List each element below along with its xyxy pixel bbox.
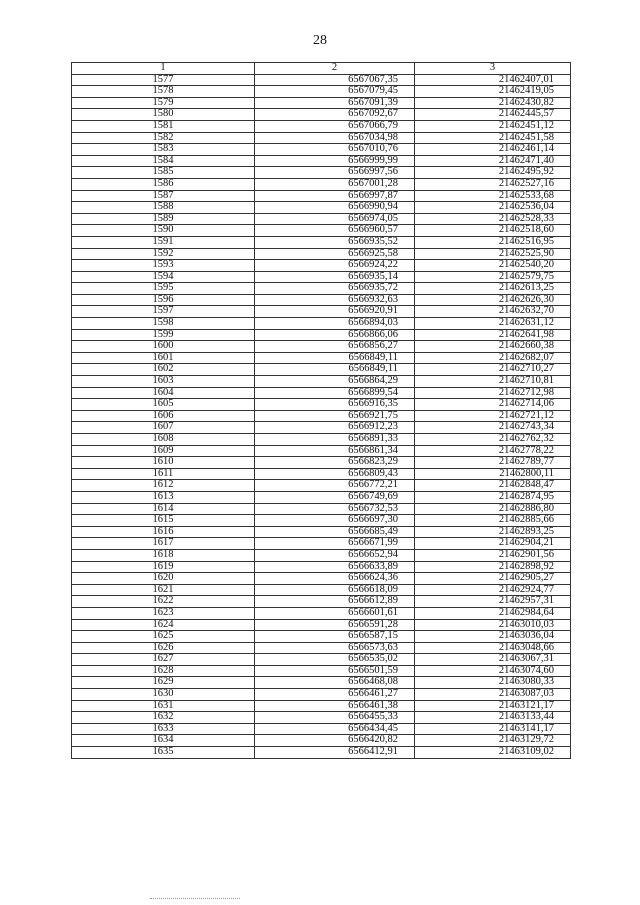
- point-number-cell: 1631: [72, 700, 255, 712]
- x-coordinate-cell: 6566974,05: [255, 213, 415, 225]
- table-row: [72, 445, 571, 457]
- y-coordinate-cell: 21462579,75: [415, 271, 571, 283]
- table-header-row: [72, 63, 571, 75]
- x-coordinate-cell: 6567091,39: [255, 97, 415, 109]
- y-coordinate-cell: 21462495,92: [415, 167, 571, 179]
- x-coordinate-cell: 6567010,76: [255, 144, 415, 156]
- x-coordinate-cell: 6566618,09: [255, 584, 415, 596]
- y-coordinate-cell: 21462430,82: [415, 97, 571, 109]
- y-coordinate-cell: 21462516,95: [415, 236, 571, 248]
- table-row: [72, 677, 571, 689]
- x-coordinate-cell: 6566461,27: [255, 689, 415, 701]
- coordinates-table: [71, 62, 571, 759]
- y-coordinate-cell: 21462904,21: [415, 538, 571, 550]
- x-coordinate-cell: 6566501,59: [255, 665, 415, 677]
- point-number-cell: 1623: [72, 607, 255, 619]
- point-number-cell: 1591: [72, 236, 255, 248]
- y-coordinate-cell: 21462885,66: [415, 515, 571, 527]
- x-coordinate-cell: 6566921,75: [255, 410, 415, 422]
- y-coordinate-cell: 21462527,16: [415, 178, 571, 190]
- table-row: [72, 132, 571, 144]
- point-number-cell: 1611: [72, 468, 255, 480]
- y-coordinate-cell: 21463087,03: [415, 689, 571, 701]
- point-number-cell: 1609: [72, 445, 255, 457]
- table-row: [72, 318, 571, 330]
- point-number-cell: 1606: [72, 410, 255, 422]
- x-coordinate-cell: 6566612,89: [255, 596, 415, 608]
- x-coordinate-cell: 6566849,11: [255, 364, 415, 376]
- point-number-cell: 1624: [72, 619, 255, 631]
- point-number-cell: 1615: [72, 515, 255, 527]
- y-coordinate-cell: 21462898,92: [415, 561, 571, 573]
- table-row: [72, 97, 571, 109]
- y-coordinate-cell: 21463010,03: [415, 619, 571, 631]
- x-coordinate-cell: 6566864,29: [255, 376, 415, 388]
- y-coordinate-cell: 21462518,60: [415, 225, 571, 237]
- table-row: [72, 584, 571, 596]
- x-coordinate-cell: 6566697,30: [255, 515, 415, 527]
- table-row: [72, 607, 571, 619]
- y-coordinate-cell: 21463141,17: [415, 723, 571, 735]
- x-coordinate-cell: 6566997,87: [255, 190, 415, 202]
- y-coordinate-cell: 21463067,31: [415, 654, 571, 666]
- y-coordinate-cell: 21462924,77: [415, 584, 571, 596]
- point-number-cell: 1617: [72, 538, 255, 550]
- table-row: [72, 410, 571, 422]
- table-row: [72, 399, 571, 411]
- point-number-cell: 1589: [72, 213, 255, 225]
- point-number-cell: 1618: [72, 549, 255, 561]
- table-row: [72, 202, 571, 214]
- column-header-x: 2: [255, 63, 415, 75]
- table-row: [72, 503, 571, 515]
- y-coordinate-cell: 21462743,34: [415, 422, 571, 434]
- table-row: [72, 120, 571, 132]
- table-body: [72, 74, 571, 758]
- y-coordinate-cell: 21462874,95: [415, 491, 571, 503]
- point-number-cell: 1626: [72, 642, 255, 654]
- table-row: [72, 260, 571, 272]
- y-coordinate-cell: 21462893,25: [415, 526, 571, 538]
- table-row: [72, 213, 571, 225]
- y-coordinate-cell: 21463036,04: [415, 631, 571, 643]
- point-number-cell: 1594: [72, 271, 255, 283]
- point-number-cell: 1577: [72, 74, 255, 86]
- point-number-cell: 1602: [72, 364, 255, 376]
- x-coordinate-cell: 6566916,35: [255, 399, 415, 411]
- y-coordinate-cell: 21462632,70: [415, 306, 571, 318]
- point-number-cell: 1603: [72, 376, 255, 388]
- table-row: [72, 700, 571, 712]
- column-header-point: 1: [72, 63, 255, 75]
- point-number-cell: 1616: [72, 526, 255, 538]
- point-number-cell: 1621: [72, 584, 255, 596]
- x-coordinate-cell: 6566591,28: [255, 619, 415, 631]
- table-row: [72, 341, 571, 353]
- point-number-cell: 1586: [72, 178, 255, 190]
- point-number-cell: 1583: [72, 144, 255, 156]
- y-coordinate-cell: 21462789,77: [415, 457, 571, 469]
- point-number-cell: 1627: [72, 654, 255, 666]
- table-row: [72, 689, 571, 701]
- point-number-cell: 1622: [72, 596, 255, 608]
- x-coordinate-cell: 6566455,33: [255, 712, 415, 724]
- y-coordinate-cell: 21462714,06: [415, 399, 571, 411]
- point-number-cell: 1596: [72, 294, 255, 306]
- point-number-cell: 1628: [72, 665, 255, 677]
- y-coordinate-cell: 21462626,30: [415, 294, 571, 306]
- y-coordinate-cell: 21462525,90: [415, 248, 571, 260]
- point-number-cell: 1634: [72, 735, 255, 747]
- y-coordinate-cell: 21462540,20: [415, 260, 571, 272]
- point-number-cell: 1610: [72, 457, 255, 469]
- point-number-cell: 1620: [72, 573, 255, 585]
- x-coordinate-cell: 6566468,08: [255, 677, 415, 689]
- x-coordinate-cell: 6567092,67: [255, 109, 415, 121]
- table-row: [72, 364, 571, 376]
- table-row: [72, 561, 571, 573]
- point-number-cell: 1630: [72, 689, 255, 701]
- point-number-cell: 1584: [72, 155, 255, 167]
- x-coordinate-cell: 6566535,02: [255, 654, 415, 666]
- table-row: [72, 190, 571, 202]
- table-row: [72, 457, 571, 469]
- x-coordinate-cell: 6566573,63: [255, 642, 415, 654]
- point-number-cell: 1632: [72, 712, 255, 724]
- x-coordinate-cell: 6566920,91: [255, 306, 415, 318]
- table-row: [72, 236, 571, 248]
- point-number-cell: 1587: [72, 190, 255, 202]
- table-row: [72, 352, 571, 364]
- table-row: [72, 376, 571, 388]
- y-coordinate-cell: 21462721,12: [415, 410, 571, 422]
- y-coordinate-cell: 21462536,04: [415, 202, 571, 214]
- x-coordinate-cell: 6566935,52: [255, 236, 415, 248]
- x-coordinate-cell: 6566461,38: [255, 700, 415, 712]
- table-row: [72, 538, 571, 550]
- point-number-cell: 1582: [72, 132, 255, 144]
- table-row: [72, 747, 571, 759]
- x-coordinate-cell: 6566894,03: [255, 318, 415, 330]
- y-coordinate-cell: 21462613,25: [415, 283, 571, 295]
- x-coordinate-cell: 6567066,79: [255, 120, 415, 132]
- point-number-cell: 1590: [72, 225, 255, 237]
- y-coordinate-cell: 21462710,27: [415, 364, 571, 376]
- footer-mark: [150, 898, 240, 899]
- table-row: [72, 596, 571, 608]
- point-number-cell: 1597: [72, 306, 255, 318]
- y-coordinate-cell: 21462984,64: [415, 607, 571, 619]
- x-coordinate-cell: 6566999,99: [255, 155, 415, 167]
- point-number-cell: 1588: [72, 202, 255, 214]
- table-row: [72, 468, 571, 480]
- table-row: [72, 74, 571, 86]
- x-coordinate-cell: 6566856,27: [255, 341, 415, 353]
- y-coordinate-cell: 21462905,27: [415, 573, 571, 585]
- x-coordinate-cell: 6566412,91: [255, 747, 415, 759]
- y-coordinate-cell: 21463074,60: [415, 665, 571, 677]
- table-row: [72, 167, 571, 179]
- x-coordinate-cell: 6566935,14: [255, 271, 415, 283]
- table-row: [72, 387, 571, 399]
- x-coordinate-cell: 6566823,29: [255, 457, 415, 469]
- table-row: [72, 434, 571, 446]
- x-coordinate-cell: 6566899,54: [255, 387, 415, 399]
- point-number-cell: 1578: [72, 86, 255, 98]
- x-coordinate-cell: 6566924,22: [255, 260, 415, 272]
- point-number-cell: 1613: [72, 491, 255, 503]
- table-row: [72, 144, 571, 156]
- x-coordinate-cell: 6566434,45: [255, 723, 415, 735]
- y-coordinate-cell: 21462641,98: [415, 329, 571, 341]
- x-coordinate-cell: 6566925,58: [255, 248, 415, 260]
- table-row: [72, 549, 571, 561]
- point-number-cell: 1601: [72, 352, 255, 364]
- table-row: [72, 480, 571, 492]
- point-number-cell: 1598: [72, 318, 255, 330]
- point-number-cell: 1595: [72, 283, 255, 295]
- table-row: [72, 515, 571, 527]
- table-row: [72, 712, 571, 724]
- point-number-cell: 1592: [72, 248, 255, 260]
- table-row: [72, 642, 571, 654]
- table-row: [72, 248, 571, 260]
- y-coordinate-cell: 21463129,72: [415, 735, 571, 747]
- table-row: [72, 155, 571, 167]
- point-number-cell: 1633: [72, 723, 255, 735]
- x-coordinate-cell: 6566960,57: [255, 225, 415, 237]
- page-number: 28: [313, 33, 327, 48]
- point-number-cell: 1593: [72, 260, 255, 272]
- x-coordinate-cell: 6567001,28: [255, 178, 415, 190]
- point-number-cell: 1585: [72, 167, 255, 179]
- point-number-cell: 1635: [72, 747, 255, 759]
- y-coordinate-cell: 21462660,38: [415, 341, 571, 353]
- table-row: [72, 294, 571, 306]
- y-coordinate-cell: 21462682,07: [415, 352, 571, 364]
- x-coordinate-cell: 6566732,53: [255, 503, 415, 515]
- x-coordinate-cell: 6566935,72: [255, 283, 415, 295]
- x-coordinate-cell: 6566633,89: [255, 561, 415, 573]
- table-row: [72, 735, 571, 747]
- y-coordinate-cell: 21462778,22: [415, 445, 571, 457]
- x-coordinate-cell: 6566997,56: [255, 167, 415, 179]
- x-coordinate-cell: 6567034,98: [255, 132, 415, 144]
- y-coordinate-cell: 21463048,66: [415, 642, 571, 654]
- point-number-cell: 1625: [72, 631, 255, 643]
- y-coordinate-cell: 21462419,05: [415, 86, 571, 98]
- y-coordinate-cell: 21462451,12: [415, 120, 571, 132]
- y-coordinate-cell: 21463080,33: [415, 677, 571, 689]
- x-coordinate-cell: 6566587,15: [255, 631, 415, 643]
- table-row: [72, 422, 571, 434]
- table-row: [72, 178, 571, 190]
- table-row: [72, 86, 571, 98]
- y-coordinate-cell: 21462471,40: [415, 155, 571, 167]
- x-coordinate-cell: 6566749,69: [255, 491, 415, 503]
- y-coordinate-cell: 21463109,02: [415, 747, 571, 759]
- table-row: [72, 283, 571, 295]
- y-coordinate-cell: 21463121,17: [415, 700, 571, 712]
- y-coordinate-cell: 21462886,80: [415, 503, 571, 515]
- x-coordinate-cell: 6566990,94: [255, 202, 415, 214]
- y-coordinate-cell: 21462800,11: [415, 468, 571, 480]
- y-coordinate-cell: 21462712,98: [415, 387, 571, 399]
- point-number-cell: 1579: [72, 97, 255, 109]
- table-row: [72, 654, 571, 666]
- y-coordinate-cell: 21462710,81: [415, 376, 571, 388]
- x-coordinate-cell: 6567079,45: [255, 86, 415, 98]
- y-coordinate-cell: 21463133,44: [415, 712, 571, 724]
- point-number-cell: 1629: [72, 677, 255, 689]
- x-coordinate-cell: 6566809,43: [255, 468, 415, 480]
- y-coordinate-cell: 21462762,32: [415, 434, 571, 446]
- x-coordinate-cell: 6566861,34: [255, 445, 415, 457]
- x-coordinate-cell: 6566866,06: [255, 329, 415, 341]
- x-coordinate-cell: 6566849,11: [255, 352, 415, 364]
- y-coordinate-cell: 21462407,01: [415, 74, 571, 86]
- point-number-cell: 1605: [72, 399, 255, 411]
- table-row: [72, 491, 571, 503]
- y-coordinate-cell: 21462533,68: [415, 190, 571, 202]
- y-coordinate-cell: 21462901,56: [415, 549, 571, 561]
- table-row: [72, 109, 571, 121]
- y-coordinate-cell: 21462957,31: [415, 596, 571, 608]
- table-row: [72, 723, 571, 735]
- point-number-cell: 1581: [72, 120, 255, 132]
- x-coordinate-cell: 6566601,61: [255, 607, 415, 619]
- column-header-y: 3: [415, 63, 571, 75]
- point-number-cell: 1600: [72, 341, 255, 353]
- point-number-cell: 1612: [72, 480, 255, 492]
- y-coordinate-cell: 21462528,33: [415, 213, 571, 225]
- y-coordinate-cell: 21462631,12: [415, 318, 571, 330]
- y-coordinate-cell: 21462445,57: [415, 109, 571, 121]
- x-coordinate-cell: 6566420,82: [255, 735, 415, 747]
- table-row: [72, 631, 571, 643]
- point-number-cell: 1608: [72, 434, 255, 446]
- table-row: [72, 526, 571, 538]
- table-row: [72, 619, 571, 631]
- x-coordinate-cell: 6566932,63: [255, 294, 415, 306]
- point-number-cell: 1614: [72, 503, 255, 515]
- x-coordinate-cell: 6566912,23: [255, 422, 415, 434]
- table-row: [72, 573, 571, 585]
- point-number-cell: 1604: [72, 387, 255, 399]
- x-coordinate-cell: 6567067,35: [255, 74, 415, 86]
- point-number-cell: 1599: [72, 329, 255, 341]
- x-coordinate-cell: 6566772,21: [255, 480, 415, 492]
- point-number-cell: 1607: [72, 422, 255, 434]
- y-coordinate-cell: 21462848,47: [415, 480, 571, 492]
- x-coordinate-cell: 6566652,94: [255, 549, 415, 561]
- x-coordinate-cell: 6566624,36: [255, 573, 415, 585]
- table-row: [72, 665, 571, 677]
- table-row: [72, 271, 571, 283]
- table-row: [72, 225, 571, 237]
- x-coordinate-cell: 6566671,99: [255, 538, 415, 550]
- point-number-cell: 1580: [72, 109, 255, 121]
- point-number-cell: 1619: [72, 561, 255, 573]
- y-coordinate-cell: 21462461,14: [415, 144, 571, 156]
- x-coordinate-cell: 6566891,33: [255, 434, 415, 446]
- y-coordinate-cell: 21462451,58: [415, 132, 571, 144]
- x-coordinate-cell: 6566685,49: [255, 526, 415, 538]
- table-row: [72, 329, 571, 341]
- table-row: [72, 306, 571, 318]
